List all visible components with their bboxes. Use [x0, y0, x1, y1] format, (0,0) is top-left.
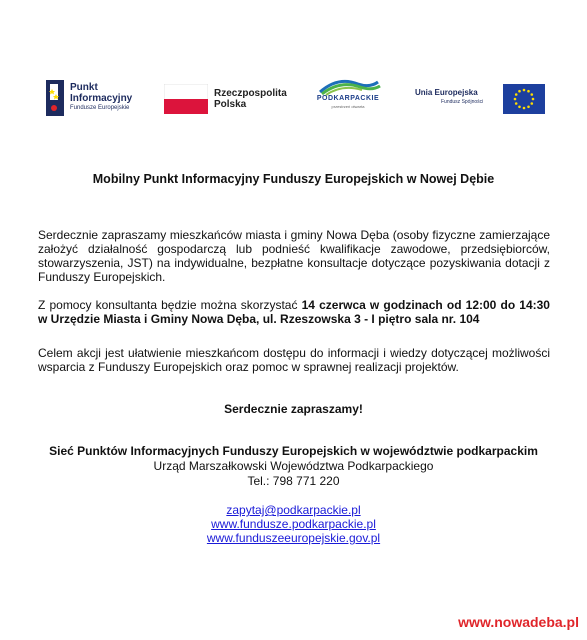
paragraph-goal: Celem akcji jest ułatwienie mieszkańcom dostępu do informacji i wiedzy dotyczącej możliwości wsparcia z Funduszy Europejskich oraz pomoc w sprawnej realizacji projektów.	[38, 346, 550, 374]
page-title: Mobilny Punkt Informacyjny Funduszy Europejskich w Nowej Dębie	[92, 172, 495, 186]
rzeczpospolita-polska-logo	[164, 74, 294, 124]
consultation-date-place: 14 czerwca w godzinach od 12:00 do 14:30 w Urzędzie Miasta i Gminy Nowa Dęba, ul. Rzeszowska 3 - I piętro sala nr. 104	[38, 298, 550, 326]
logo-punkt-line2: Informacyjny	[70, 93, 133, 104]
polish-flag-icon	[164, 84, 208, 114]
podkarpackie-mountain-icon	[308, 74, 388, 96]
consultation-intro: Z pomocy konsultanta będzie można skorzystać	[38, 298, 302, 312]
logo-punkt-line1: Punkt	[70, 82, 98, 93]
podkarpackie-logo	[308, 74, 388, 124]
logo-bar	[40, 74, 550, 124]
email-link-row	[0, 503, 587, 517]
logo-rp-line2: Polska	[214, 99, 247, 110]
nowadeba-watermark: www.nowadeba.pl	[458, 614, 579, 630]
logo-punkt-line3: Fundusze Europejskie	[70, 105, 130, 111]
unia-europejska-logo	[415, 74, 545, 124]
invite-text: Serdecznie zapraszamy!	[224, 402, 363, 416]
email-link[interactable]: zapytaj@podkarpackie.pl	[226, 503, 361, 517]
fundusze-podkarpackie-link[interactable]: www.fundusze.podkarpackie.pl	[211, 517, 376, 531]
site2-link-row	[0, 531, 587, 545]
paragraph-consultation-details	[38, 298, 550, 326]
logo-podkarpackie-line2: przestrzeń otwarta	[331, 104, 365, 109]
fundusze-europejskie-icon	[42, 78, 68, 118]
logo-ue-line2: Fundusz Spójności	[441, 99, 484, 105]
logo-ue-line1: Unia Europejska	[415, 88, 478, 97]
punkt-informacyjny-logo	[42, 74, 152, 124]
phone-number: Tel.: 798 771 220	[247, 474, 340, 488]
logo-podkarpackie-line1: PODKARPACKIE	[316, 95, 380, 102]
office-name: Urząd Marszałkowski Województwa Podkarpackiego	[153, 459, 434, 473]
network-name: Sieć Punktów Informacyjnych Funduszy Europejskich w województwie podkarpackim	[49, 444, 538, 458]
eu-flag-icon	[503, 84, 545, 114]
funduszeeuropejskie-link[interactable]: www.funduszeeuropejskie.gov.pl	[206, 531, 381, 545]
paragraph-invitation: Serdecznie zapraszamy mieszkańców miasta i gminy Nowa Dęba (osoby fizyczne zamierzające założyć działalność gospodarczą lub podnieść kwalifikacje zawodowe, przedsiębiorców, stowarzyszenia, JST) na indywidualne, bezpłatne konsultacje dotyczące pozyskiwania dotacji z Funduszy Europejskich.	[38, 228, 550, 284]
site1-link-row	[0, 517, 587, 531]
logo-rp-line1: Rzeczpospolita	[214, 88, 287, 99]
